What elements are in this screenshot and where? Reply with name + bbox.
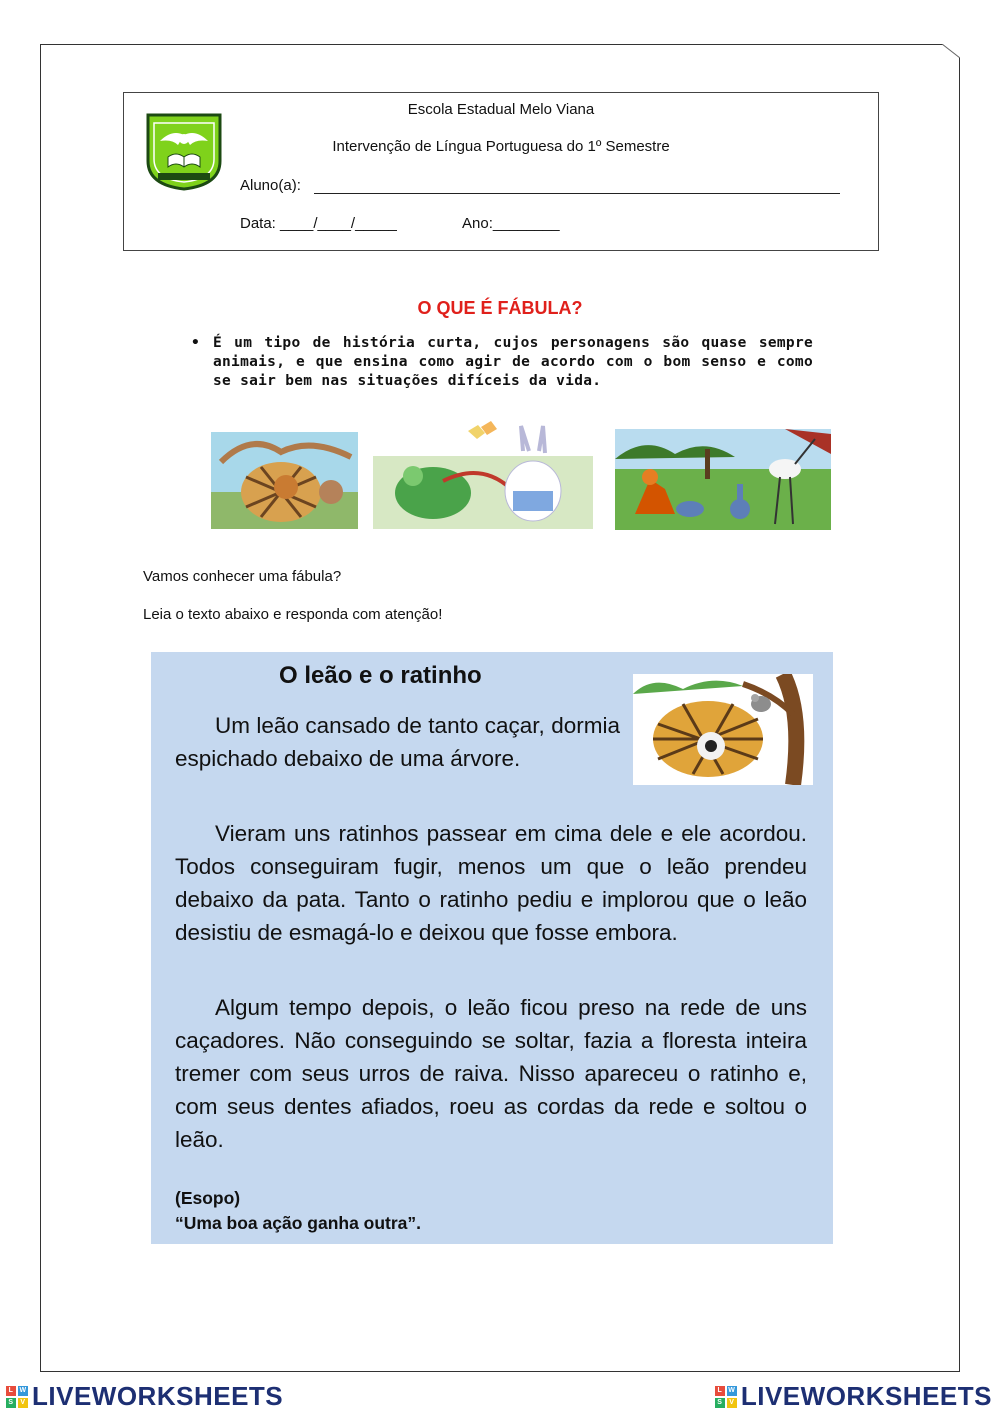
fable-moral: “Uma boa ação ganha outra”.	[175, 1213, 422, 1233]
logo-blocks-icon: L W S V	[715, 1386, 737, 1408]
fable-title: O leão e o ratinho	[279, 662, 482, 689]
definition-text: É um tipo de história curta, cujos personagens são quase sempre animais, e que ensina como agir de acordo com o bom senso e como se sair bem nas situações difíceis da vida.	[213, 335, 813, 389]
liveworksheets-logo-right[interactable]	[715, 1381, 992, 1412]
fable-paragraph-3: Algum tempo depois, o leão ficou preso na rede de uns caçadores. Não conseguindo se soltar, fazia a floresta inteira tremer com seus urros de raiva. Nisso apareceu o ratinho e, com seus dentes afiados, roeu as cordas da rede e soltou o leão.	[175, 995, 807, 1152]
brand-name: LIVEWORKSHEETS	[32, 1381, 284, 1411]
fable-paragraph-1: Um leão cansado de tanto caçar, dormia espichado debaixo de uma árvore.	[175, 713, 620, 771]
fable-paragraph-2: Vieram uns ratinhos passear em cima dele e ele acordou. Todos conseguiram fugir, menos um que o leão prendeu debaixo da pata. Tanto o ratinho pediu e implorou que o leão desistiu de esmagá-lo e deixou que fosse embora.	[175, 821, 807, 945]
worksheet-page	[40, 44, 960, 1372]
liveworksheets-logo-left[interactable]	[6, 1381, 283, 1412]
date-field[interactable]: Data: ____/____/_____	[240, 215, 397, 232]
tortoise-hare-illustration	[373, 421, 593, 529]
logo-blocks-icon: L W S V	[6, 1386, 28, 1408]
student-name-field[interactable]	[314, 193, 840, 194]
year-field[interactable]: Ano:________	[462, 215, 560, 232]
fable-definition	[191, 334, 813, 391]
intro-line-2: Leia o texto abaixo e responda com atenção!	[143, 606, 443, 623]
lion-net-mouse-illustration	[633, 674, 813, 785]
fox-stork-illustration	[615, 429, 831, 530]
lion-net-illustration	[211, 432, 358, 529]
intervention-title: Intervenção de Língua Portuguesa do 1º Semestre	[332, 138, 670, 155]
brand-name: LIVEWORKSHEETS	[740, 1381, 992, 1411]
page-fold-corner	[942, 44, 960, 58]
bullet-icon: •	[191, 335, 201, 351]
section-title: O QUE É FÁBULA?	[417, 298, 583, 318]
fable-box	[151, 652, 833, 1244]
header-box	[123, 92, 879, 251]
student-name-label: Aluno(a):	[240, 177, 301, 194]
fable-author: (Esopo)	[175, 1188, 241, 1208]
school-name: Escola Estadual Melo Viana	[407, 101, 595, 118]
intro-line-1: Vamos conhecer uma fábula?	[143, 568, 342, 585]
